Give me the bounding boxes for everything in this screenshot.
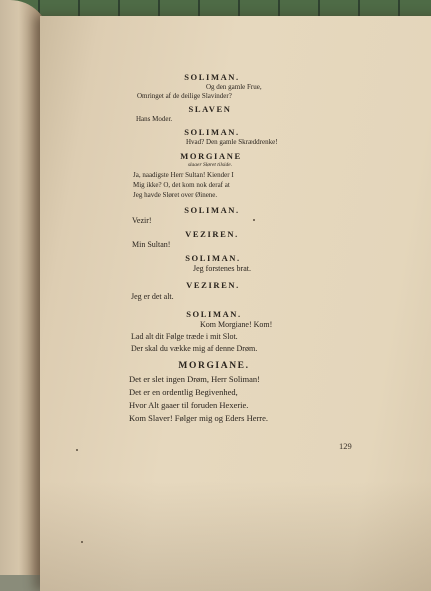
dialogue-line: Mig ikke? O, det kom nok deraf at	[133, 181, 230, 189]
dialogue-line: Vezir!	[132, 216, 152, 225]
speaker-name: MORGIANE	[180, 151, 242, 161]
speaker-name: SLAVEN	[188, 104, 232, 114]
dialogue-line: Hvad? Den gamle Skræddrenke!	[186, 138, 278, 146]
dialogue-line: Hvor Alt gaaer til foruden Hexerie.	[129, 400, 249, 410]
dialogue-line: Jeg forstenes brat.	[193, 264, 251, 273]
speaker-name: SOLIMAN.	[185, 253, 241, 263]
speaker-name: SOLIMAN.	[184, 127, 240, 137]
speaker-name: VEZIREN.	[185, 229, 239, 239]
page-number: 129	[339, 441, 352, 451]
speaker-name: MORGIANE.	[178, 361, 250, 371]
dialogue-line: Jeg havde Sløret over Øinene.	[133, 191, 218, 199]
speaker-name: SOLIMAN.	[186, 309, 242, 319]
book-page	[40, 16, 431, 591]
dialogue-line: Jeg er det alt.	[131, 292, 174, 301]
dialogue-line: Lad alt dit Følge træde i mit Slot.	[131, 332, 238, 341]
ink-speck	[253, 219, 255, 221]
dialogue-line: Det er en ordentlig Begivenhed,	[129, 387, 238, 397]
speaker-name: VEZIREN.	[186, 280, 240, 290]
dialogue-line: Kom Slaver! Følger mig og Eders Herre.	[129, 413, 269, 423]
speaker-name: SOLIMAN.	[184, 72, 240, 82]
dialogue-line: Kom Morgiane! Kom!	[200, 320, 273, 329]
dialogue-line: Omringet af de deilige Slavinder?	[137, 92, 232, 100]
dialogue-line: Der skal du vække mig af denne Drøm.	[131, 344, 258, 353]
dialogue-line: Hans Moder.	[136, 115, 173, 123]
ink-speck	[76, 449, 78, 451]
dialogue-line: Min Sultan!	[132, 240, 171, 249]
stage-direction: slaaer Sløret tilside.	[187, 162, 233, 168]
dialogue-line: Ja, naadigste Herr Sultan! Kiender I	[133, 171, 234, 179]
speaker-name: SOLIMAN.	[184, 205, 240, 215]
ink-speck	[81, 541, 83, 543]
dialogue-line: Og den gamle Frue,	[206, 83, 262, 91]
dialogue-line: Det er slet ingen Drøm, Herr Soliman!	[129, 374, 261, 384]
